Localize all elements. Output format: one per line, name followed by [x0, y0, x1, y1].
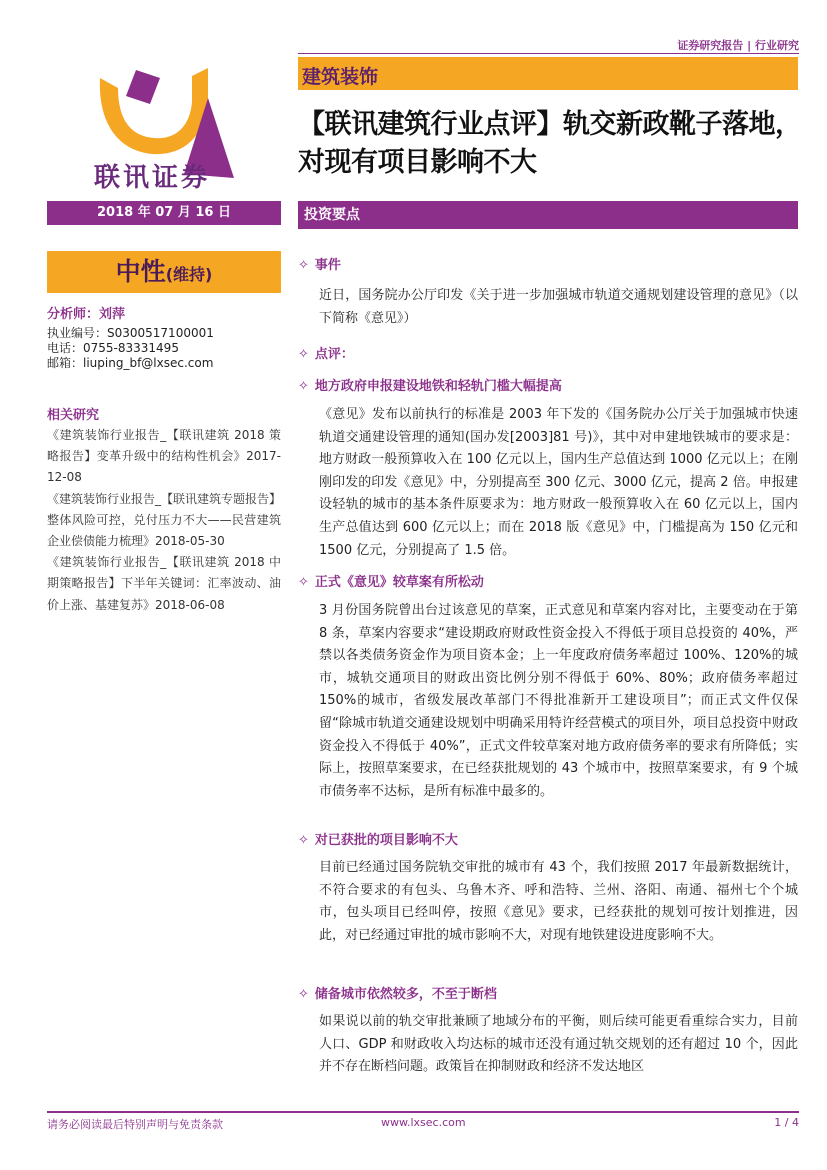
analyst-email[interactable]: 邮箱：liuping_bf@lxsec.com	[47, 356, 214, 370]
diamond-bullet-icon: ✧	[298, 833, 309, 848]
paragraph-reserve-cities: 如果说以前的轨交审批兼顾了地域分布的平衡，则后续可能更看重综合实力，目前人口、GDP 和财政收入均达标的城市还没有通过轨交规划的还有超过 10 个，因此并不存在断档问题。政策旨在抑制财政和经济不发达地区	[319, 1014, 798, 1075]
footer-divider	[47, 1111, 799, 1113]
section-comment: ✧ 点评：	[298, 347, 354, 362]
section-threshold: ✧ 地方政府申报建设地铁和轻轨门槛大幅提高	[298, 379, 562, 394]
footer-disclaimer[interactable]: 请务必阅读最后特别声明与免责条款	[47, 1118, 223, 1131]
analyst-phone: 电话：0755-83331495	[47, 341, 179, 355]
rating-sub: (维持)	[165, 265, 213, 284]
rating-box	[47, 251, 281, 293]
footer-page-number: 1 / 4	[774, 1116, 799, 1129]
rating-main: 中性	[115, 257, 166, 286]
diamond-bullet-icon: ✧	[298, 575, 309, 590]
header-divider	[298, 53, 799, 54]
report-title: 【联讯建筑行业点评】轨交新政靴子落地，对现有项目影响不大	[298, 109, 802, 178]
section-draft-loosened: ✧ 正式《意见》较草案有所松动	[298, 575, 484, 590]
section-event: ✧ 事件	[298, 258, 341, 273]
related-item[interactable]: 《建筑装饰行业报告_【联讯建筑 2018 中期策略报告】下半年关键词：汇率波动、油价上涨、基建复苏》2018-06-08	[47, 555, 281, 612]
section-header-investment-points: 投资要点	[298, 201, 798, 229]
related-item[interactable]: 《建筑装饰行业报告_【联讯建筑 2018 策略报告】变革升级中的结构性机会》2017-12-08	[47, 428, 281, 485]
footer-website[interactable]: www.lxsec.com	[381, 1116, 466, 1129]
diamond-bullet-icon: ✧	[298, 379, 309, 394]
paragraph-event: 近日，国务院办公厅印发《关于进一步加强城市轨道交通规划建设管理的意见》（以下简称《意见》）	[319, 288, 798, 326]
related-research-title: 相关研究	[47, 408, 100, 423]
related-research-list	[47, 425, 281, 616]
sector-banner	[298, 57, 798, 90]
analyst-name: 分析师：刘萍	[47, 307, 126, 322]
section-approved-impact: ✧ 对已获批的项目影响不大	[298, 833, 458, 848]
report-type-tag: 证券研究报告 | 行业研究	[677, 39, 799, 52]
diamond-bullet-icon: ✧	[298, 987, 309, 1002]
diamond-bullet-icon: ✧	[298, 347, 309, 362]
report-date: 2018 年 07 月 16 日	[47, 201, 281, 225]
section-reserve-cities: ✧ 储备城市依然较多，不至于断档	[298, 987, 497, 1002]
sector-label: 建筑装饰	[302, 66, 379, 88]
related-item[interactable]: 《建筑装饰行业报告_【联讯建筑专题报告】整体风险可控，兑付压力不大——民营建筑企业偿债能力梳理》2018-05-30	[47, 491, 282, 549]
diamond-bullet-icon: ✧	[298, 258, 309, 273]
paragraph-threshold: 《意见》发布以前执行的标准是 2003 年下发的《国务院办公厅关于加强城市快速轨道交通建设管理的通知(国办发[2003]81 号)》，其中对申建地铁城市的要求是：地方财政一般预算收入在 100 亿元以上，国内生产总值达到 1000 亿元以上；在刚刚印发的印发《意见》中，分别提高至 300 亿元、3000 亿元，提高 2 倍。申报建设轻轨的城市的基本条件原要求为：地方财政一般预算收入在 60 亿元以上，国内生产总值达到 600 亿元以上；而在 2018 版《意见》中，门槛提高为 150 亿元和 1500 亿元，分别提高了 1.5 倍。	[319, 407, 798, 558]
paragraph-approved-impact: 目前已经通过国务院轨交审批的城市有 43 个，我们按照 2017 年最新数据统计，不符合要求的有包头、乌鲁木齐、呼和浩特、兰州、洛阳、南通、福州七个个城市，包头项目已经叫停，按照《意见》要求，已经获批的规划可按计划推进，因此，对已经通过审批的城市影响不大，对现有地铁建设进度影响不大。	[319, 860, 798, 943]
paragraph-draft-loosened: 3 月份国务院曾出台过该意见的草案，正式意见和草案内容对比，主要变动在于第 8 条，草案内容要求“建设期政府财政性资金投入不得低于项目总投资的 40%，严禁以各类债务资金作为项目资本金；上一年度政府债务率超过 100%、120%的城市，城轨交通项目的财政出资比例分别不得低于 60%、80%；政府债务率超过 150%的城市，省级发展改革部门不得批准新开工建设项目”；而正式文件仅保留“除城市轨道交通建设规划中明确采用特许经营模式的项目外，项目总投资中财政资金投入不得低于 40%”，正式文件较草案对地方政府债务率的要求有所降低；实际上，按照草案要求，在已经获批规划的 43 个城市中，按照草案要求，有 9 个城市债务率不达标，是所有标准中最多的。	[319, 603, 798, 799]
company-logo-text: 联讯证券	[94, 163, 211, 193]
analyst-cert: 执业编号：S0300517100001	[47, 326, 214, 340]
